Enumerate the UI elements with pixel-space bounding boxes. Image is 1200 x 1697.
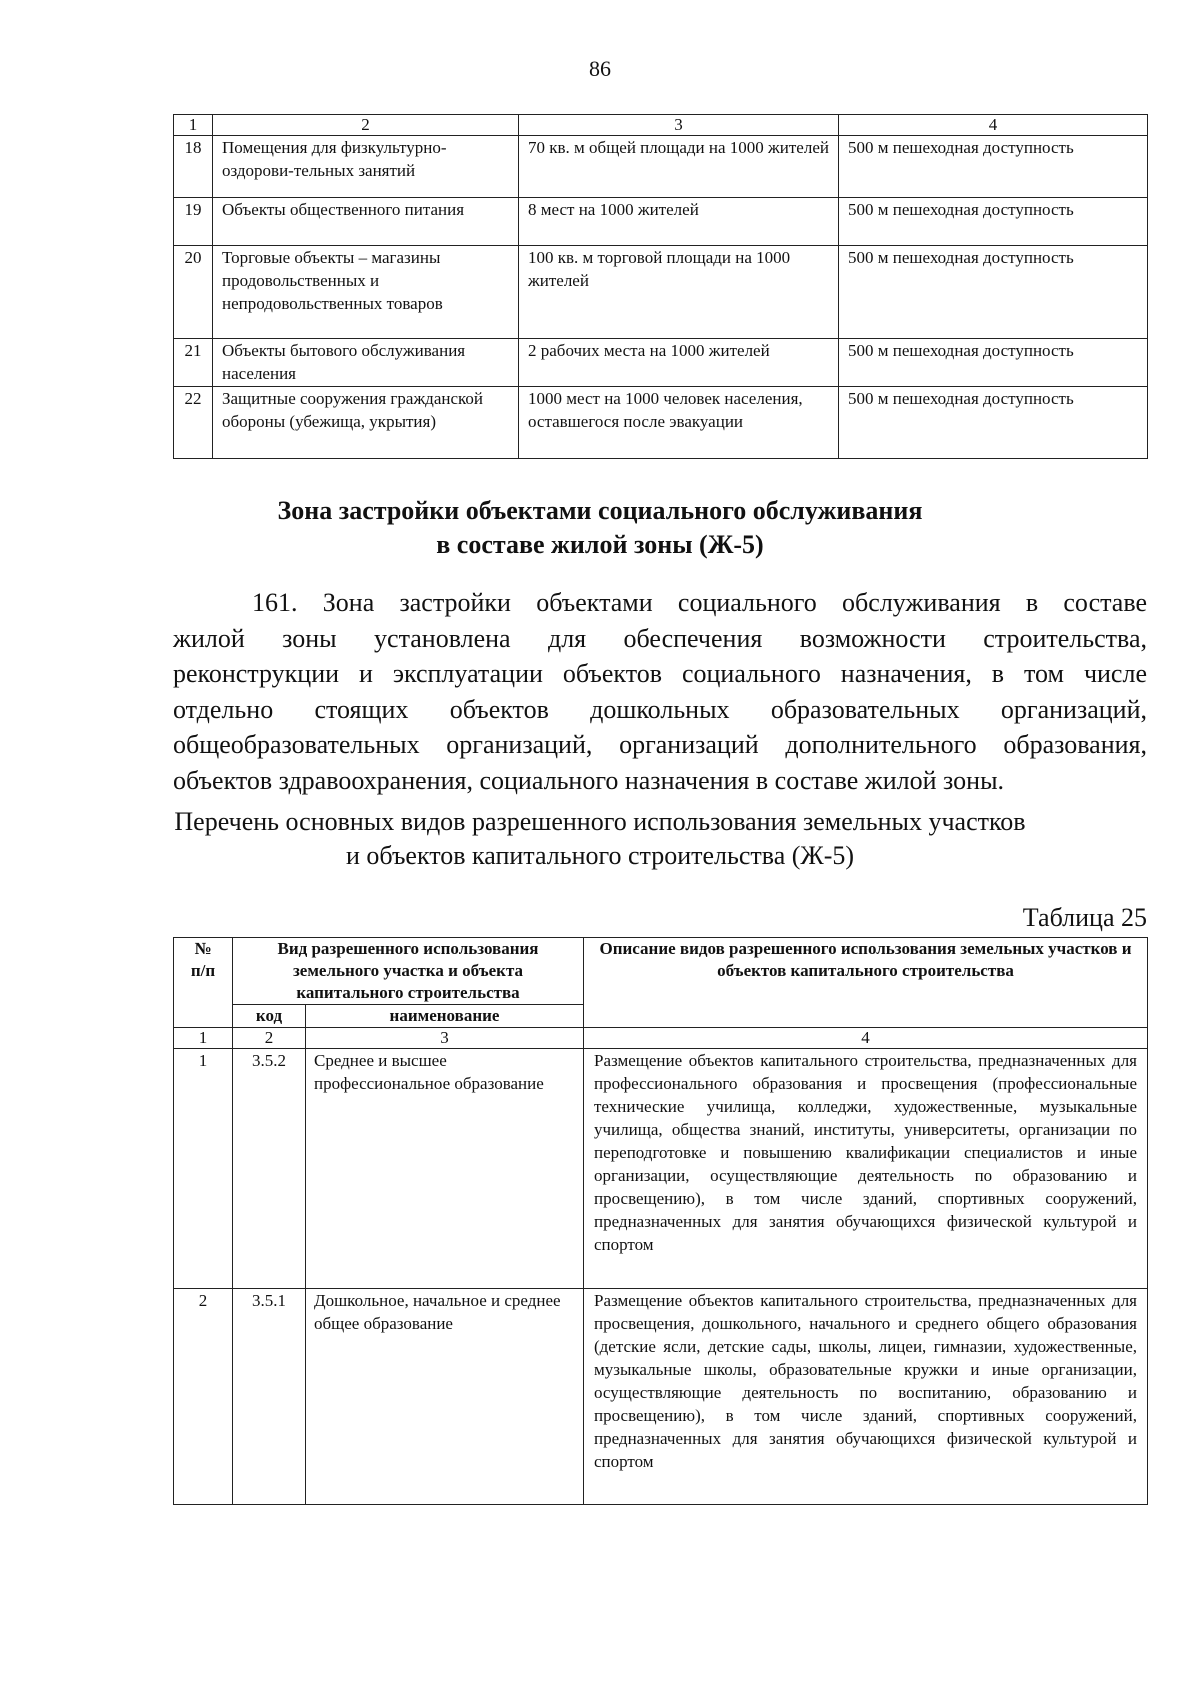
- object-access: 500 м пешеходная доступность: [839, 387, 1148, 459]
- table-row: [174, 387, 1148, 459]
- page-number: 86: [589, 56, 611, 81]
- table-index-row: [174, 1028, 1148, 1049]
- row-number: 18: [174, 136, 213, 198]
- object-name: Объекты общественного питания: [213, 198, 519, 246]
- paragraph-line: реконструкции и эксплуатации объектов социального назначения, в том числе: [173, 659, 1147, 688]
- object-name: Объекты бытового обслуживания населения: [213, 339, 519, 387]
- row-number: 19: [174, 198, 213, 246]
- list-heading: [0, 805, 1200, 873]
- row-number: 21: [174, 339, 213, 387]
- use-description: Размещение объектов капитального строительства, предназначенных для просвещения, дошкольного, начального и среднего общего образования (детские ясли, детские сады, школы, лицеи, гимназии, художественные, музыкальные школы, образовательные кружки и иные организации, осуществляющие деятельность по воспитанию, образованию и просвещению), в том числе зданий, спортивных сооружений, предназначенных для занятия обучающихся физической культурой и спортом: [584, 1289, 1148, 1505]
- object-access: 500 м пешеходная доступность: [839, 198, 1148, 246]
- paragraph-line: отдельно стоящих объектов дошкольных образовательных организаций,: [173, 694, 1147, 724]
- object-norm: 8 мест на 1000 жителей: [519, 198, 839, 246]
- header-kind: Вид разрешенного использования земельного участка и объекта капитального строительства: [233, 938, 584, 1005]
- header-code: код: [233, 1005, 306, 1028]
- table-header-row: [174, 938, 1148, 1005]
- table-row: [174, 198, 1148, 246]
- table-row: [174, 1049, 1148, 1289]
- object-name: Помещения для физкультурно-оздорови-тельных занятий: [213, 136, 519, 198]
- paragraph-line: объектов здравоохранения, социального назначения в составе жилой зоны.: [173, 765, 1005, 795]
- permitted-uses-table: [173, 937, 1148, 1505]
- norms-table: [173, 114, 1148, 459]
- object-name: Защитные сооружения гражданской обороны (убежища, укрытия): [213, 387, 519, 459]
- index-cell: 3: [306, 1028, 584, 1049]
- object-access: 500 м пешеходная доступность: [839, 246, 1148, 339]
- section-heading-line: в составе жилой зоны (Ж-5): [436, 530, 764, 559]
- table-caption: Таблица 25: [1022, 903, 1147, 932]
- use-name: Дошкольное, начальное и среднее общее образование: [306, 1289, 584, 1505]
- table-row: [174, 136, 1148, 198]
- list-heading-line: и объектов капитального строительства (Ж-5): [345, 841, 855, 870]
- row-number: 22: [174, 387, 213, 459]
- header-name: наименование: [306, 1005, 584, 1028]
- object-norm: 2 рабочих места на 1000 жителей: [519, 339, 839, 387]
- header-cell: 3: [519, 115, 839, 136]
- paragraph-line: жилой зоны установлена для обеспечения возможности строительства,: [173, 623, 1147, 653]
- section-heading: [0, 494, 1200, 562]
- object-access: 500 м пешеходная доступность: [839, 339, 1148, 387]
- row-number: 20: [174, 246, 213, 339]
- row-number: 2: [174, 1289, 233, 1505]
- table-row: [174, 1289, 1148, 1505]
- use-name: Среднее и высшее профессиональное образование: [306, 1049, 584, 1289]
- object-access: 500 м пешеходная доступность: [839, 136, 1148, 198]
- object-norm: 70 кв. м общей площади на 1000 жителей: [519, 136, 839, 198]
- table-row: [174, 339, 1148, 387]
- table-row: [174, 246, 1148, 339]
- header-cell: 1: [174, 115, 213, 136]
- section-paragraph: [173, 585, 1147, 798]
- index-cell: 4: [584, 1028, 1148, 1049]
- header-cell: 4: [839, 115, 1148, 136]
- list-heading-line: Перечень основных видов разрешенного использования земельных участков: [174, 807, 1026, 836]
- object-name: Торговые объекты – магазины продовольственных и непродовольственных товаров: [213, 246, 519, 339]
- use-code: 3.5.2: [233, 1049, 306, 1289]
- use-code: 3.5.1: [233, 1289, 306, 1505]
- header-num: № п/п: [174, 938, 233, 1028]
- object-norm: 1000 мест на 1000 человек населения, оставшегося после эвакуации: [519, 387, 839, 459]
- header-cell: 2: [213, 115, 519, 136]
- index-cell: 1: [174, 1028, 233, 1049]
- section-heading-line: Зона застройки объектами социального обслуживания: [277, 496, 923, 525]
- paragraph-line: 161. Зона застройки объектами социального обслуживания в составе: [252, 588, 1147, 617]
- table-header-row: [174, 115, 1148, 136]
- object-norm: 100 кв. м торговой площади на 1000 жителей: [519, 246, 839, 339]
- index-cell: 2: [233, 1028, 306, 1049]
- paragraph-line: общеобразовательных организаций, организаций дополнительного образования,: [173, 730, 1147, 759]
- row-number: 1: [174, 1049, 233, 1289]
- use-description: Размещение объектов капитального строительства, предназначенных для профессионального образования и просвещения (профессиональные технические училища, колледжи, художественные, музыкальные училища, общества знаний, институты, университеты, организации по переподготовке и повышению квалификации специалистов и иные организации, осуществляющие деятельность по образованию и просвещению), в том числе зданий, спортивных сооружений, предназначенных для занятия обучающихся физической культурой и спортом: [584, 1049, 1148, 1289]
- header-desc: Описание видов разрешенного использования земельных участков и объектов капитального строительства: [584, 938, 1148, 1028]
